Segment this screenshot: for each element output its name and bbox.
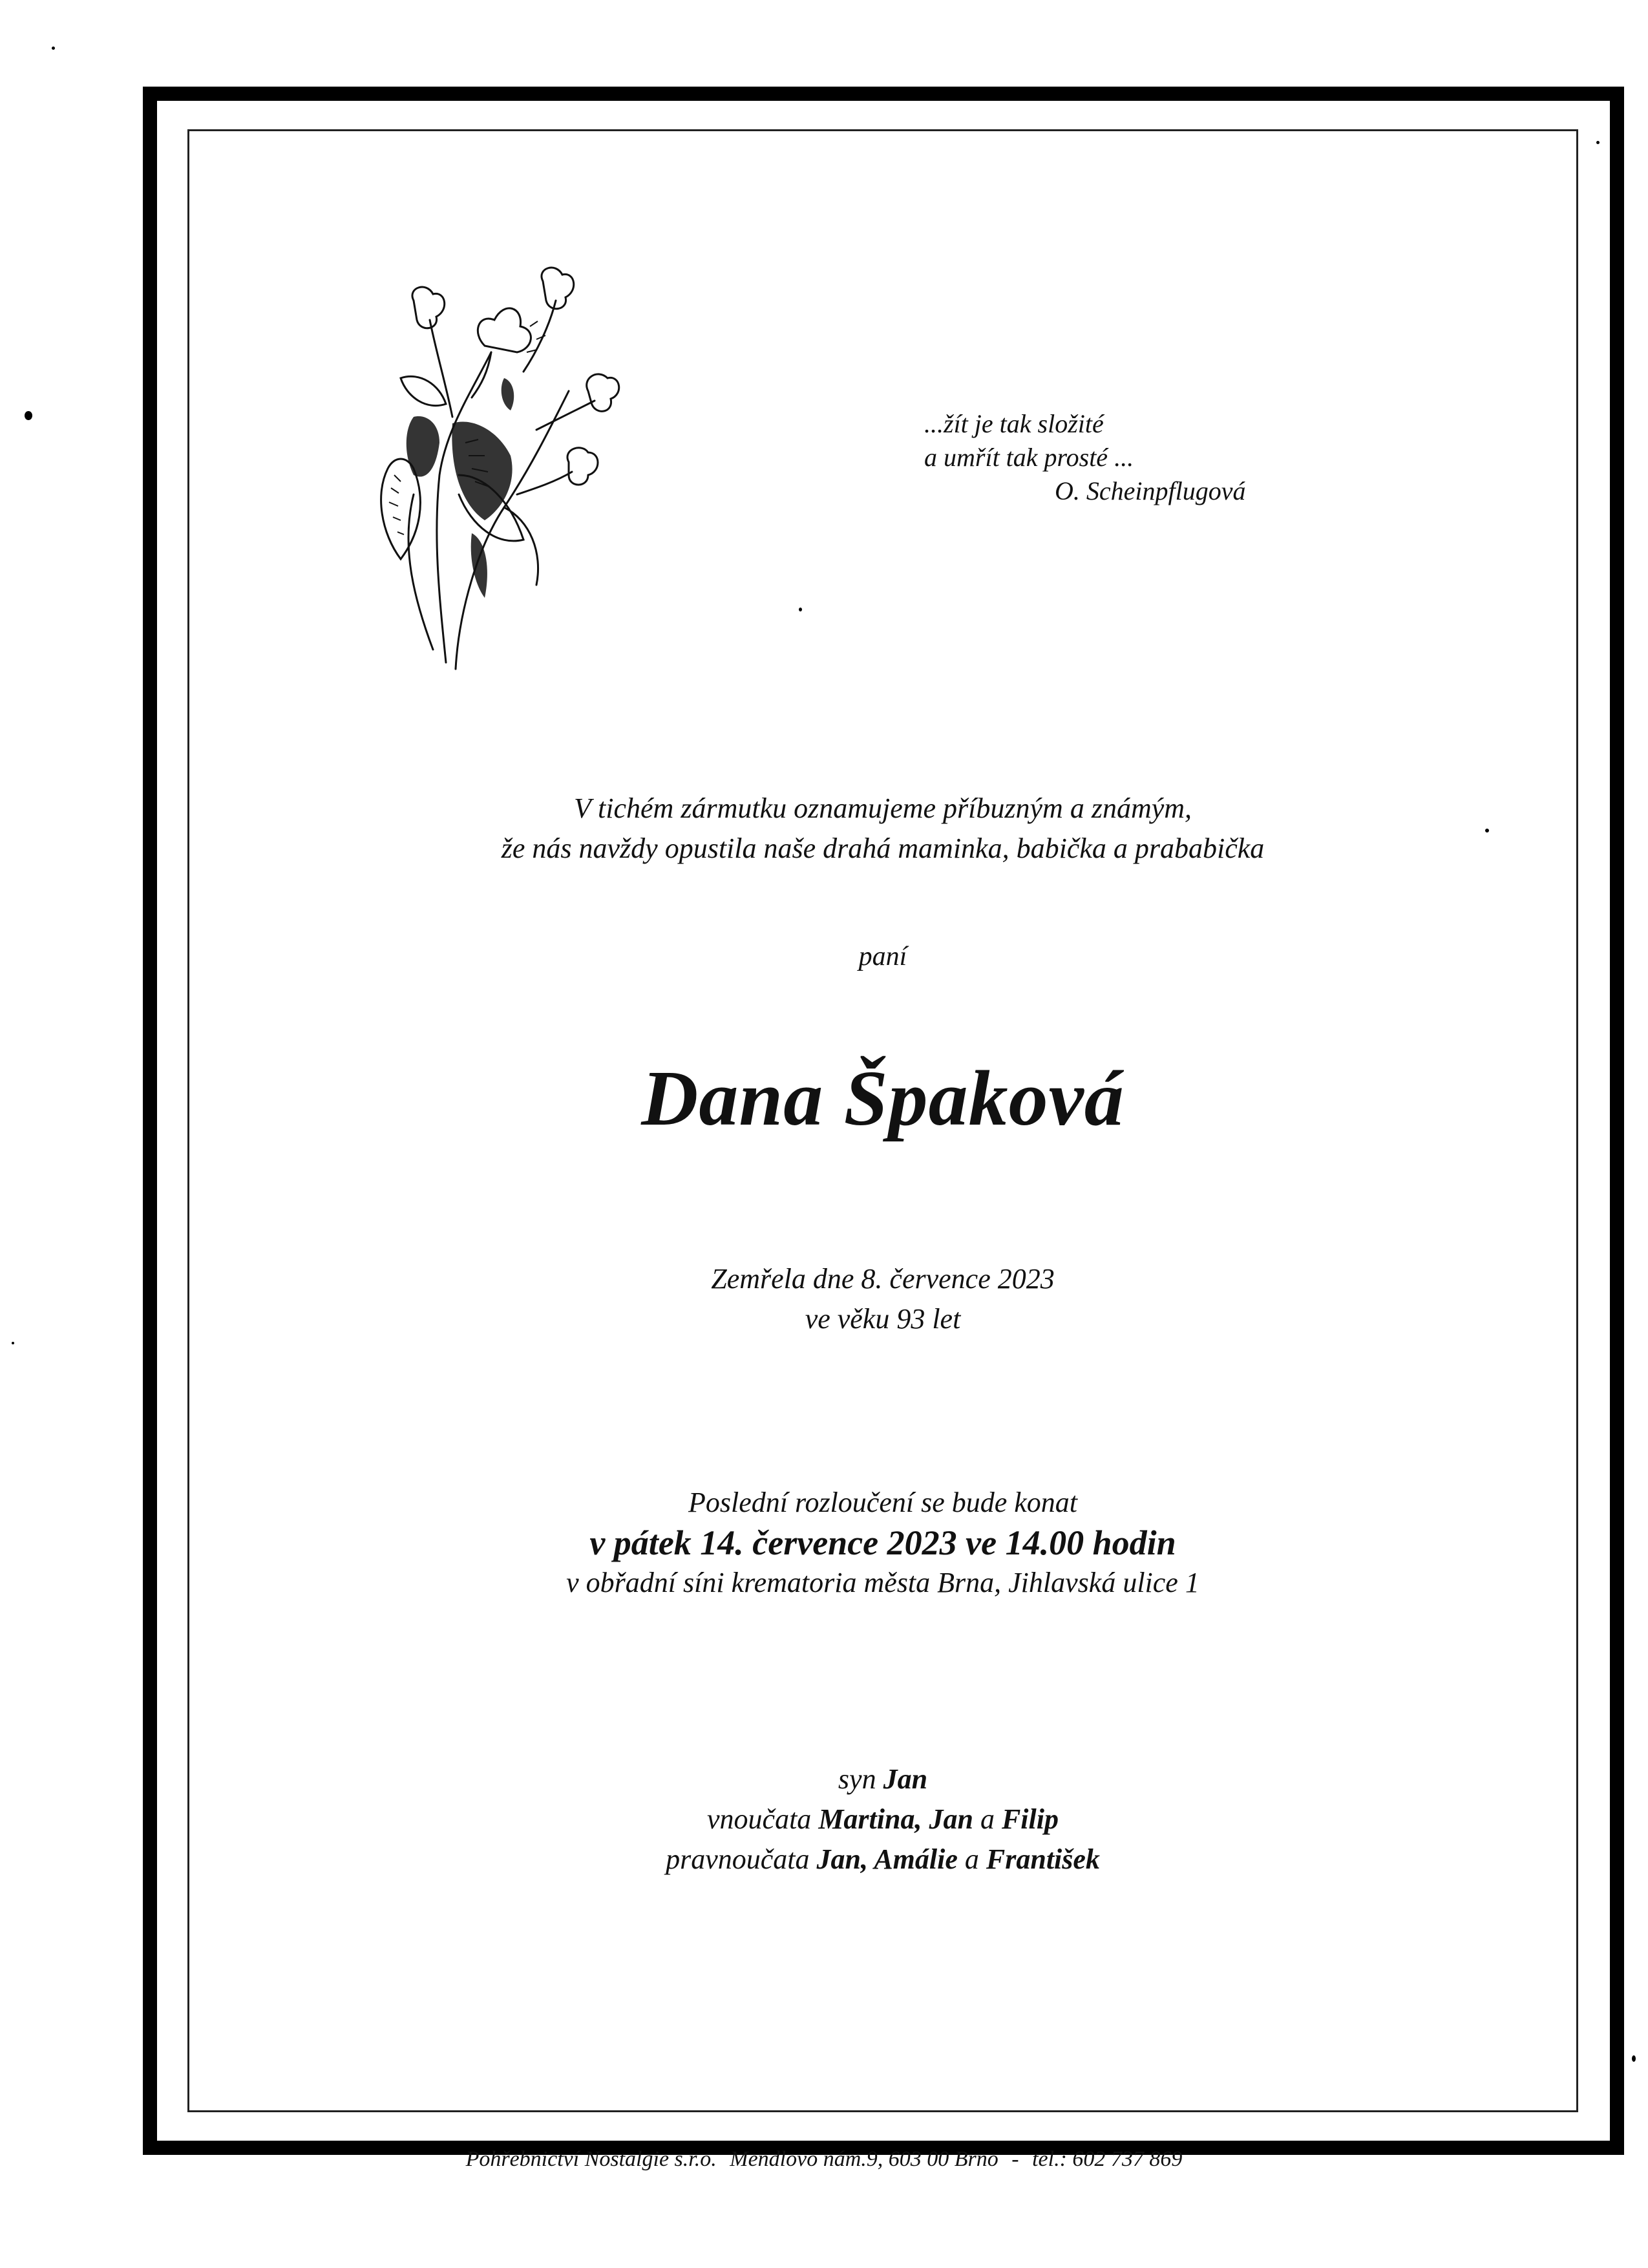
scan-speck <box>52 47 55 50</box>
mourner-great-grandchildren <box>187 1839 1578 1880</box>
funeral-location: v obřadní síni krematoria města Brna, Jihlavská ulice 1 <box>566 1567 1199 1598</box>
funeral-info <box>187 1483 1578 1603</box>
great-grandchildren-conj: a <box>964 1843 979 1875</box>
son-label: syn <box>838 1763 876 1795</box>
mourner-son <box>187 1759 1578 1799</box>
great-grandchildren-names-2: František <box>986 1843 1100 1875</box>
funeral-datetime: v pátek 14. července 2023 ve 14.00 hodin <box>589 1523 1176 1562</box>
great-grandchildren-label: pravnoučata <box>666 1843 810 1875</box>
deceased-name: Dana Špaková <box>641 1055 1125 1142</box>
grandchildren-names-2: Filip <box>1001 1803 1059 1835</box>
death-info <box>187 1259 1578 1339</box>
flower-sketch-icon <box>375 262 633 675</box>
mourner-grandchildren <box>187 1799 1578 1839</box>
announcement-line-2: že nás navždy opustila naše drahá maminka, babička a prababička <box>501 832 1265 864</box>
scan-speck <box>1485 829 1489 832</box>
grandchildren-label: vnoučata <box>707 1803 812 1835</box>
announcement-line-1: V tichém zármutku oznamujeme příbuzným a známým, <box>573 792 1192 824</box>
footer-company: Pohřebnictví Nostalgie s.r.o. <box>465 2147 717 2171</box>
footer-address: Mendlovo nám.9, 603 00 Brno <box>730 2147 998 2171</box>
grandchildren-conj: a <box>980 1803 995 1835</box>
announcement-text <box>187 789 1578 869</box>
grandchildren-names-1: Martina, Jan <box>818 1803 973 1835</box>
honorific: paní <box>858 942 907 971</box>
scan-speck <box>25 411 32 420</box>
scan-speck <box>1596 141 1600 144</box>
quote-line-2: a umřít tak prosté ... <box>924 443 1134 472</box>
footer-separator: - <box>1011 2147 1019 2171</box>
quote-author: O. Scheinpflugová <box>1055 476 1246 505</box>
great-grandchildren-names-1: Jan, Amálie <box>816 1843 958 1875</box>
quote-line-1: ...žít je tak složité <box>924 409 1104 438</box>
footer-phone: tel.: 602 737 869 <box>1032 2147 1183 2171</box>
scan-speck <box>1632 2055 1636 2062</box>
mourners-list <box>187 1759 1578 1880</box>
son-name: Jan <box>883 1763 928 1795</box>
funeral-intro: Poslední rozloučení se bude konat <box>688 1487 1078 1518</box>
memorial-quote <box>924 407 1325 508</box>
death-age: ve věku 93 let <box>805 1303 961 1335</box>
scan-speck <box>12 1342 14 1344</box>
funeral-home-footer <box>0 2145 1648 2174</box>
death-date: Zemřela dne 8. července 2023 <box>711 1263 1055 1295</box>
scan-speck <box>799 608 802 611</box>
